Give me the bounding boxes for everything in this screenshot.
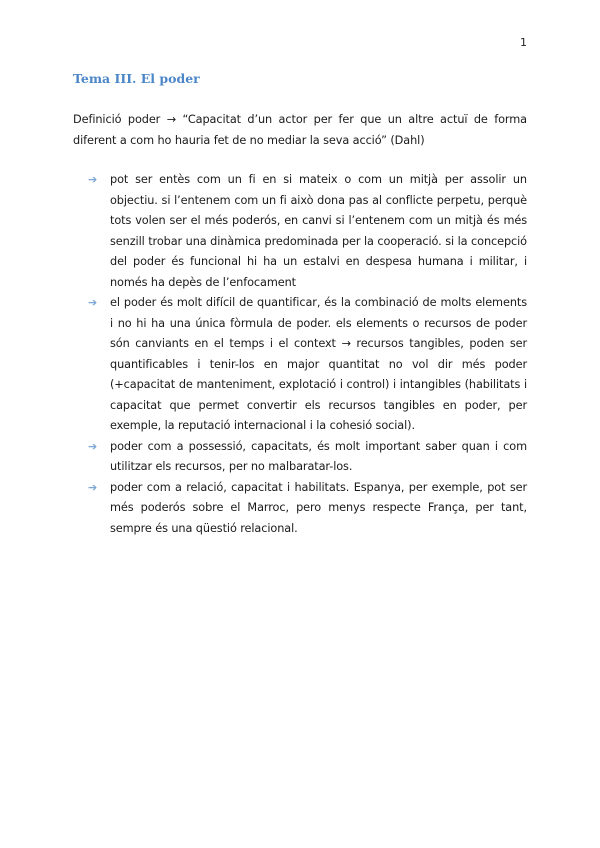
list-item-text: poder com a relació, capacitat i habilitats. Espanya, per exemple, pot ser més poderós sobre el Marroc, pero menys respecte França, per tant, sempre és una qüestió relacional. — [110, 480, 527, 535]
list-item-text: poder com a possessió, capacitats, és molt important saber quan i com utilitzar els recursos, per no malbaratar-los. — [110, 439, 527, 473]
list-item-text: pot ser entès com un fi en si mateix o com un mitjà per assolir un objectiu. si l’entenem com un fi això dona pas al conflicte perpetu, perquè tots volen ser el més poderós, en canvi si l’entenem com un mitjà és més senzill trobar una dinàmica predominada per la cooperació. si la concepció del poder és funcional hi ha un estalvi en despesa humana i militar, i només ha depès de l’enfocament — [110, 173, 527, 289]
arrow-right-icon: ➔ — [88, 173, 98, 186]
bullet-list — [73, 170, 527, 539]
arrow-right-icon: ➔ — [88, 439, 98, 453]
arrow-right-icon: ➔ — [88, 480, 98, 494]
section-heading: Tema III. El poder — [73, 71, 200, 86]
list-item-text: el poder és molt difícil de quantificar, és la combinació de molts elements i no hi ha una única fòrmula de poder. els elements o recursos de poder són canviants en el temps i el context → recursos tangibles, poden ser quantificables i tenir-los en major quantitat no vol dir més poder (+capacitat de manteniment, explotació i control) i intangibles (habilitats i capacitat que permet convertir els recursos tangibles en poder, per exemple, la reputació internacional i la cohesió social). — [110, 296, 527, 432]
definition-paragraph: Definició poder → “Capacitat d’un actor per fer que un altre actuï de forma diferent a com ho hauria fet de no mediar la seva acció” (Dahl) — [73, 113, 527, 147]
list-item — [73, 170, 527, 293]
list-item — [73, 478, 527, 540]
list-item — [73, 293, 527, 437]
page-number: 1 — [520, 36, 527, 49]
list-item — [73, 437, 527, 478]
arrow-right-icon: ➔ — [88, 296, 98, 309]
